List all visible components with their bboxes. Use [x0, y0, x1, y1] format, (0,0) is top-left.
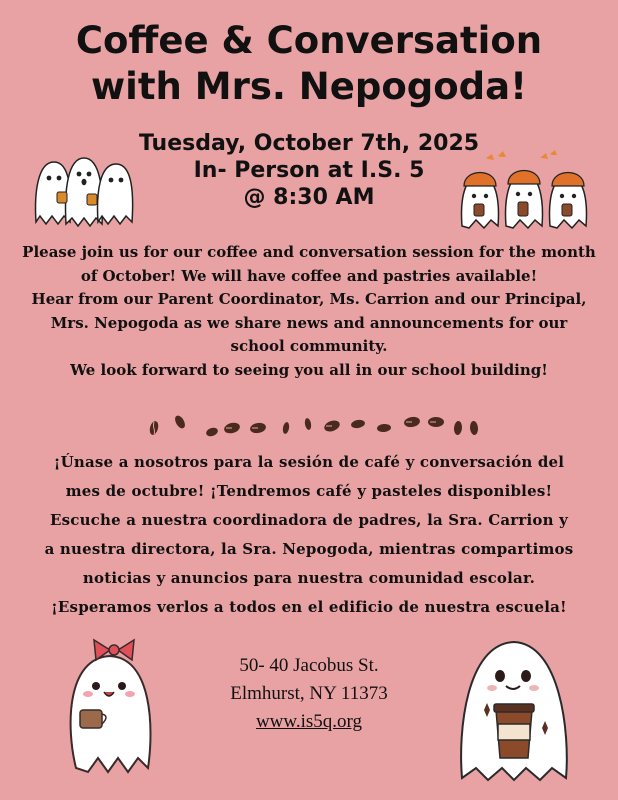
spanish-line: ¡Esperamos verlos a todos en el edificio de nuestra escuela!: [51, 598, 567, 616]
ghost-latte-icon: [452, 632, 576, 782]
event-date: Tuesday, October 7th, 2025: [138, 131, 480, 156]
title-line-1: Coffee & Conversation: [75, 19, 543, 62]
english-line: Please join us for our coffee and conversation session for the month: [22, 243, 596, 261]
english-message: [8, 241, 610, 382]
english-line: of October! We will have coffee and pastries available!: [80, 266, 538, 285]
coffee-beans-divider-icon: [140, 408, 480, 442]
english-line: school community.: [230, 337, 388, 355]
title-line-2: with Mrs. Nepogoda!: [91, 65, 527, 108]
ghost-trio-coffee-icon: [32, 152, 136, 230]
ghost-trio-beanies-icon: [458, 150, 594, 230]
ghost-bow-coffee-icon: [60, 628, 160, 778]
spanish-line: Escuche a nuestra coordinadora de padres, la Sra. Carrion y: [49, 511, 569, 529]
event-time: @ 8:30 AM: [243, 185, 375, 210]
event-location: In- Person at I.S. 5: [193, 158, 425, 183]
spanish-line: mes de octubre! ¡Tendremos café y pasteles disponibles!: [65, 482, 553, 500]
spanish-line: ¡Únase a nosotros para la sesión de café y conversación del: [53, 453, 565, 471]
website-link[interactable]: www.is5q.org: [255, 711, 363, 732]
spanish-line: noticias y anuncios para nuestra comunidad escolar.: [82, 569, 536, 587]
spanish-line: a nuestra directora, la Sra. Nepogoda, mientras compartimos: [44, 540, 574, 558]
address-city: Elmhurst, NY 11373: [230, 683, 388, 704]
spanish-message: [4, 448, 614, 622]
english-line: Mrs. Nepogoda as we share news and announcements for our: [50, 313, 568, 332]
address-block: [180, 652, 438, 736]
english-line: We look forward to seeing you all in our school building!: [70, 360, 548, 379]
flyer-title: [0, 18, 618, 110]
address-street: 50- 40 Jacobus St.: [239, 655, 379, 676]
english-line: Hear from our Parent Coordinator, Ms. Carrion and our Principal,: [31, 290, 587, 308]
